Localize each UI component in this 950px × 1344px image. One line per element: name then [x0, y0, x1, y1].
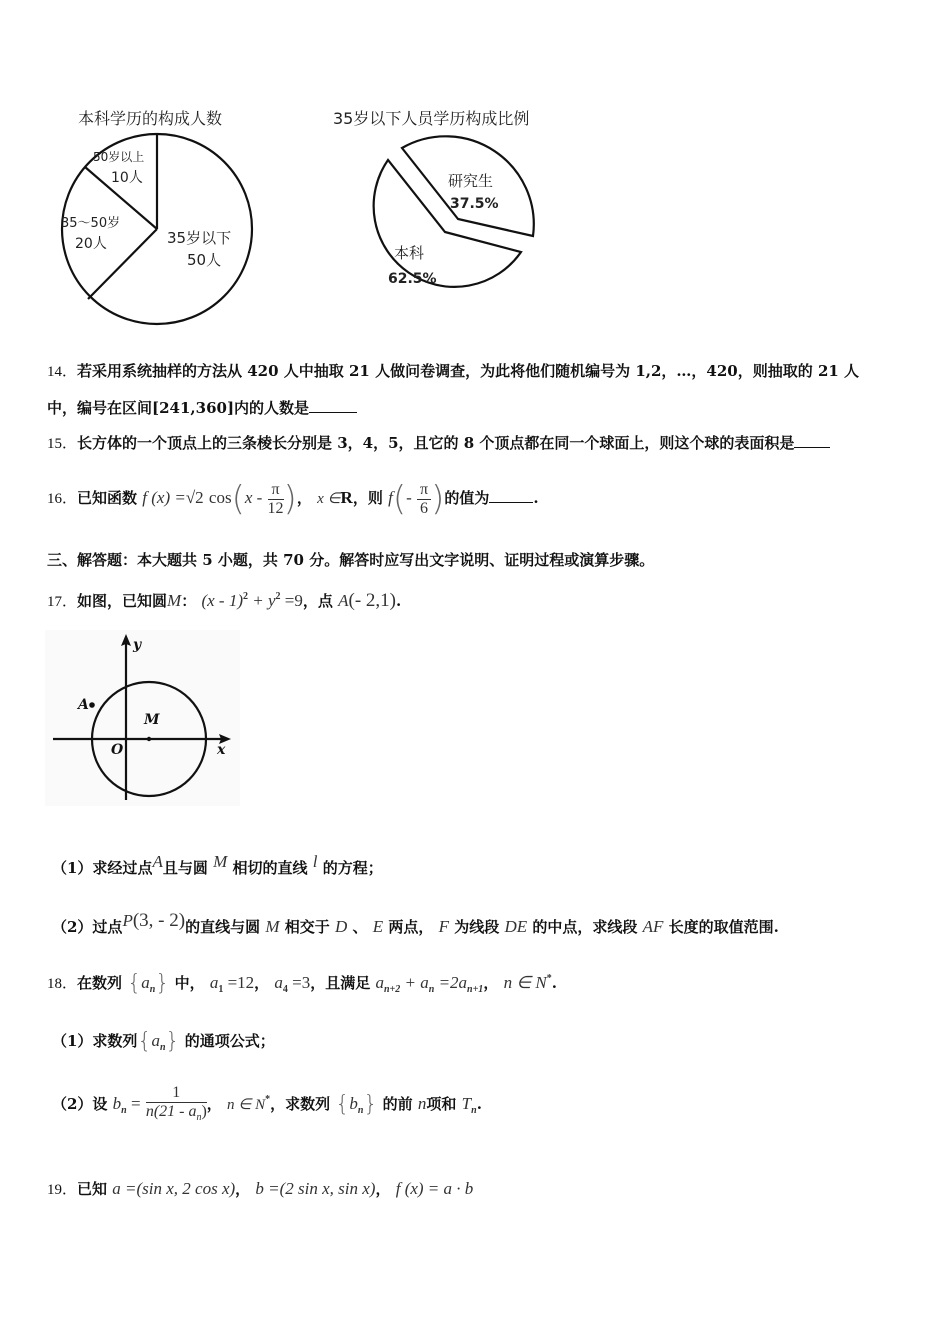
q16-text1: 已知函数	[77, 489, 138, 507]
q17-p2-text4: 为线段	[454, 918, 500, 936]
q16-then: ，则	[352, 489, 383, 507]
q18-p2-den-end: )	[201, 1102, 207, 1120]
q17-part2	[52, 908, 779, 940]
q18-rec-n: n	[428, 984, 435, 995]
pie2-slice-graduate-value: 37.5%	[450, 196, 499, 212]
q18-eq3: =3	[287, 973, 311, 992]
chart2-title: 35岁以下人员学历构成比例	[333, 109, 530, 128]
point-M	[147, 737, 151, 741]
q18-p1-n: n	[159, 1042, 166, 1053]
q16-comma: ，	[296, 489, 312, 507]
q17-colon: ：	[181, 592, 197, 610]
q14-line2	[47, 398, 357, 418]
q15-line	[47, 433, 830, 454]
pie-chart-1	[55, 130, 255, 330]
q19-vector-a: a =(sin x, 2 cos x)	[112, 1179, 236, 1198]
q17-p1-text1: 且与圆	[162, 859, 208, 877]
pie1-slice-35to50-label: 35～50岁	[61, 216, 121, 231]
pie2-slice-bachelor-label: 本科	[394, 244, 425, 262]
q16-R: R	[340, 488, 353, 507]
q17-p2-E: E	[372, 917, 384, 936]
q18-p2-T-sub: n	[471, 1105, 477, 1116]
q17-text1: 如图，已知圆	[77, 592, 168, 610]
pie1-slice-35to50-value: 20人	[75, 236, 107, 252]
fig-label-y: y	[133, 637, 142, 653]
q17-p2-AF: AF	[642, 917, 664, 936]
q18-p2-fraction	[146, 1084, 207, 1127]
q17-p2-text5: 的中点，求线段	[532, 918, 638, 936]
q14-text-line2: 中，编号在区间[241,360]内的人数是	[47, 399, 310, 417]
q18-text1: 在数列	[77, 974, 123, 992]
q17-p2-label: （2）过点	[52, 918, 123, 936]
q17-p2-text3: 两点，	[388, 918, 434, 936]
q18-end: .	[551, 974, 557, 992]
q18-p2-bn: b	[349, 1094, 358, 1113]
q18-p2-nin: n ∈ N	[227, 1097, 266, 1113]
q18-rec-plus: + a	[400, 973, 429, 992]
q18-p2-bn-sub: n	[121, 1105, 127, 1116]
q18-rec-a: a	[375, 973, 384, 992]
q15-number: 15．	[47, 436, 78, 452]
q18-p2-T: T	[461, 1094, 472, 1113]
q16-six: 6	[420, 499, 429, 517]
q17-p1-M: M	[213, 852, 228, 871]
q17-p2-sep: 、	[352, 918, 368, 936]
q17-eq-part1: (x - 1)	[201, 591, 243, 610]
q18-p2-b: b	[112, 1094, 122, 1113]
q18-eq12: =12	[223, 973, 255, 992]
q18-an-sub: n	[149, 984, 156, 995]
q18-p2-den-text: n(21 - a	[145, 1102, 197, 1120]
q17-figure	[45, 630, 240, 806]
q17-part1	[52, 849, 383, 881]
section3-heading: 三、解答题：本大题共 5 小题，共 70 分。解答时应写出文字说明、证明过程或演算步骤。	[47, 551, 655, 569]
fig-label-A: A	[78, 697, 89, 713]
q17-p2-M: M	[265, 917, 280, 936]
q17-p2-F: F	[438, 917, 449, 936]
q19-comma2: ，	[375, 1180, 391, 1198]
q19-number: 19．	[47, 1182, 78, 1198]
q16-answer-blank	[489, 502, 533, 503]
q18-a1-sub: 1	[218, 984, 224, 995]
q16-sqrt2: √2	[185, 488, 204, 507]
q16-text2: 的值为	[444, 489, 490, 507]
q19-line	[47, 1176, 473, 1203]
q18-nin: n ∈ N	[503, 973, 547, 992]
pie1-slice-under35-label: 35岁以下	[167, 229, 232, 247]
q18-p2-den-sub: n	[196, 1111, 202, 1123]
q17-end: .	[395, 592, 402, 610]
q19-comma1: ，	[235, 1180, 251, 1198]
q17-p2-text1: 的直线与圆	[185, 918, 261, 936]
fig-label-x: x	[217, 742, 226, 758]
q14-number: 14．	[47, 364, 78, 380]
q17-p1-l: l	[312, 852, 318, 871]
q17-M: M	[167, 591, 182, 610]
q18-comma2: ，	[483, 974, 499, 992]
q18-text3: ，且满足	[310, 974, 371, 992]
q17-text2: ，点	[302, 592, 333, 610]
pie1-slice-50plus-label: 50岁以上	[93, 150, 145, 164]
q17-eq-part2: + y	[247, 591, 276, 610]
q17-sq2: 2	[275, 591, 281, 602]
q18-a4: a	[274, 973, 283, 992]
q17-p1-label: （1）求经过点	[52, 859, 153, 877]
q16-f: f	[388, 488, 393, 507]
q18-p2-n: n	[417, 1094, 427, 1113]
pie1-slice-under35-value: 50人	[187, 251, 222, 269]
q18-rec-eq: =2a	[434, 973, 468, 992]
point-A	[89, 702, 95, 708]
q18-line: 18．在数列 $\{a_n\}$ 中， $a_1 =12$， $a_4 =3$，且满足 $a_{n+2} + a_n =2a_{n+1}$， n ∈ N*.	[47, 971, 557, 996]
q18-p2-text1: ，求数列	[270, 1095, 331, 1113]
q18-p1-a: a	[151, 1031, 160, 1050]
q17-p2-text6: 长度的取值范围.	[668, 918, 779, 936]
q18-p2-star: *	[265, 1094, 271, 1105]
q16-number: 16．	[47, 491, 78, 507]
pie-chart-2	[350, 130, 540, 330]
q16-xminus: x -	[244, 488, 263, 507]
q18-number: 18．	[47, 976, 78, 992]
q17-A: A	[338, 591, 349, 610]
q16-pi: π	[268, 481, 284, 500]
pie2-slice-graduate-label: 研究生	[448, 172, 494, 190]
q16-cos: cos	[208, 488, 232, 507]
q18-rec-n1: n+1	[467, 984, 484, 995]
q14-line1	[47, 361, 859, 382]
q16-line: 16．已知函数 f (x) =√2 cos(x - $\frac{\pi}{12}$ )， x ∈R，则 f(- $\frac{\pi}{6}$ )的值为 .	[47, 479, 539, 519]
q17-sq1: 2	[242, 591, 248, 602]
q17-p2-P: P	[122, 911, 133, 930]
q18-p2-end: .	[476, 1095, 482, 1113]
q18-a4-sub: 4	[282, 984, 288, 995]
pie2-slice-bachelor-value: 62.5%	[388, 271, 437, 287]
q18-part2: （2）设 $b_n$ = $\frac{1}{n(21 - a_n)}$ ， n ∈ N*，求数列 $\{b_n\}$ 的前 n项和 $T_n$.	[52, 1078, 482, 1133]
q17-p1-text3: 的方程；	[322, 859, 383, 877]
q14-answer-blank	[309, 412, 357, 413]
q16-fraction-pi-12	[268, 481, 284, 518]
q14-text-line1: 若采用系统抽样的方法从 420 人中抽取 21 人做问卷调查，为此将他们随机编号为 1,2，…，420，则抽取的 21 人	[77, 362, 860, 380]
q19-vector-b: b =(2 sin x, sin x)	[255, 1179, 376, 1198]
q18-p2-text2: 的前	[382, 1095, 413, 1113]
q16-pi-2: π	[417, 481, 431, 500]
q17-line	[47, 585, 401, 614]
q17-p2-P-coord: (3, - 2)	[132, 910, 186, 931]
q18-p2-comma: ，	[206, 1095, 222, 1113]
q17-p2-text2: 相交于	[284, 918, 330, 936]
q16-xin: x ∈	[317, 491, 341, 507]
q16-twelve: 12	[267, 499, 284, 517]
q16-fraction-pi-6	[417, 481, 431, 518]
q16-neg: -	[406, 488, 412, 507]
q17-p1-text2: 相切的直线	[232, 859, 308, 877]
q18-part1: （1）求数列$\{a_n\}$ 的通项公式；	[52, 1029, 275, 1054]
q19-text1: 已知	[77, 1180, 108, 1198]
q18-p2-denominator	[146, 1103, 207, 1127]
fig-label-O: O	[111, 742, 124, 758]
chart1-title: 本科学历的构成人数	[78, 109, 223, 128]
q18-p1-label: （1）求数列	[52, 1032, 138, 1050]
q19-function: f (x) = a · b	[395, 1179, 474, 1198]
pie1-slice-50plus-value: 10人	[111, 170, 143, 186]
q18-rec-n2: n+2	[384, 984, 401, 995]
q16-end: .	[533, 489, 539, 507]
fig-label-M: M	[144, 712, 160, 728]
q18-p2-numerator: 1	[146, 1084, 207, 1103]
q18-a1: a	[209, 973, 219, 992]
q15-text: 长方体的一个顶点上的三条棱长分别是 3，4，5，且它的 8 个顶点都在同一个球面上，则这个球的表面积是	[77, 434, 795, 452]
q17-p1-A: A	[152, 852, 163, 871]
q15-answer-blank	[794, 447, 830, 448]
q17-number: 17．	[47, 594, 78, 610]
q16-fx: f (x) =	[142, 488, 186, 507]
q17-A-coord: (- 2,1)	[348, 590, 396, 611]
q18-star: *	[546, 973, 552, 984]
q18-text2: 中，	[174, 974, 205, 992]
q17-p2-D: D	[334, 917, 348, 936]
q18-comma1: ，	[254, 974, 270, 992]
q18-p1-text: 的通项公式；	[184, 1032, 275, 1050]
q17-eq-part3: =9	[280, 591, 303, 610]
q18-p2-label: （2）设	[52, 1095, 108, 1113]
q17-p2-DE: DE	[504, 917, 528, 936]
q18-p2-bn-sub2: n	[357, 1105, 364, 1116]
q18-an: a	[141, 973, 150, 992]
q18-p2-text3: 项和	[426, 1095, 457, 1113]
q18-p2-eq: =	[126, 1094, 141, 1113]
